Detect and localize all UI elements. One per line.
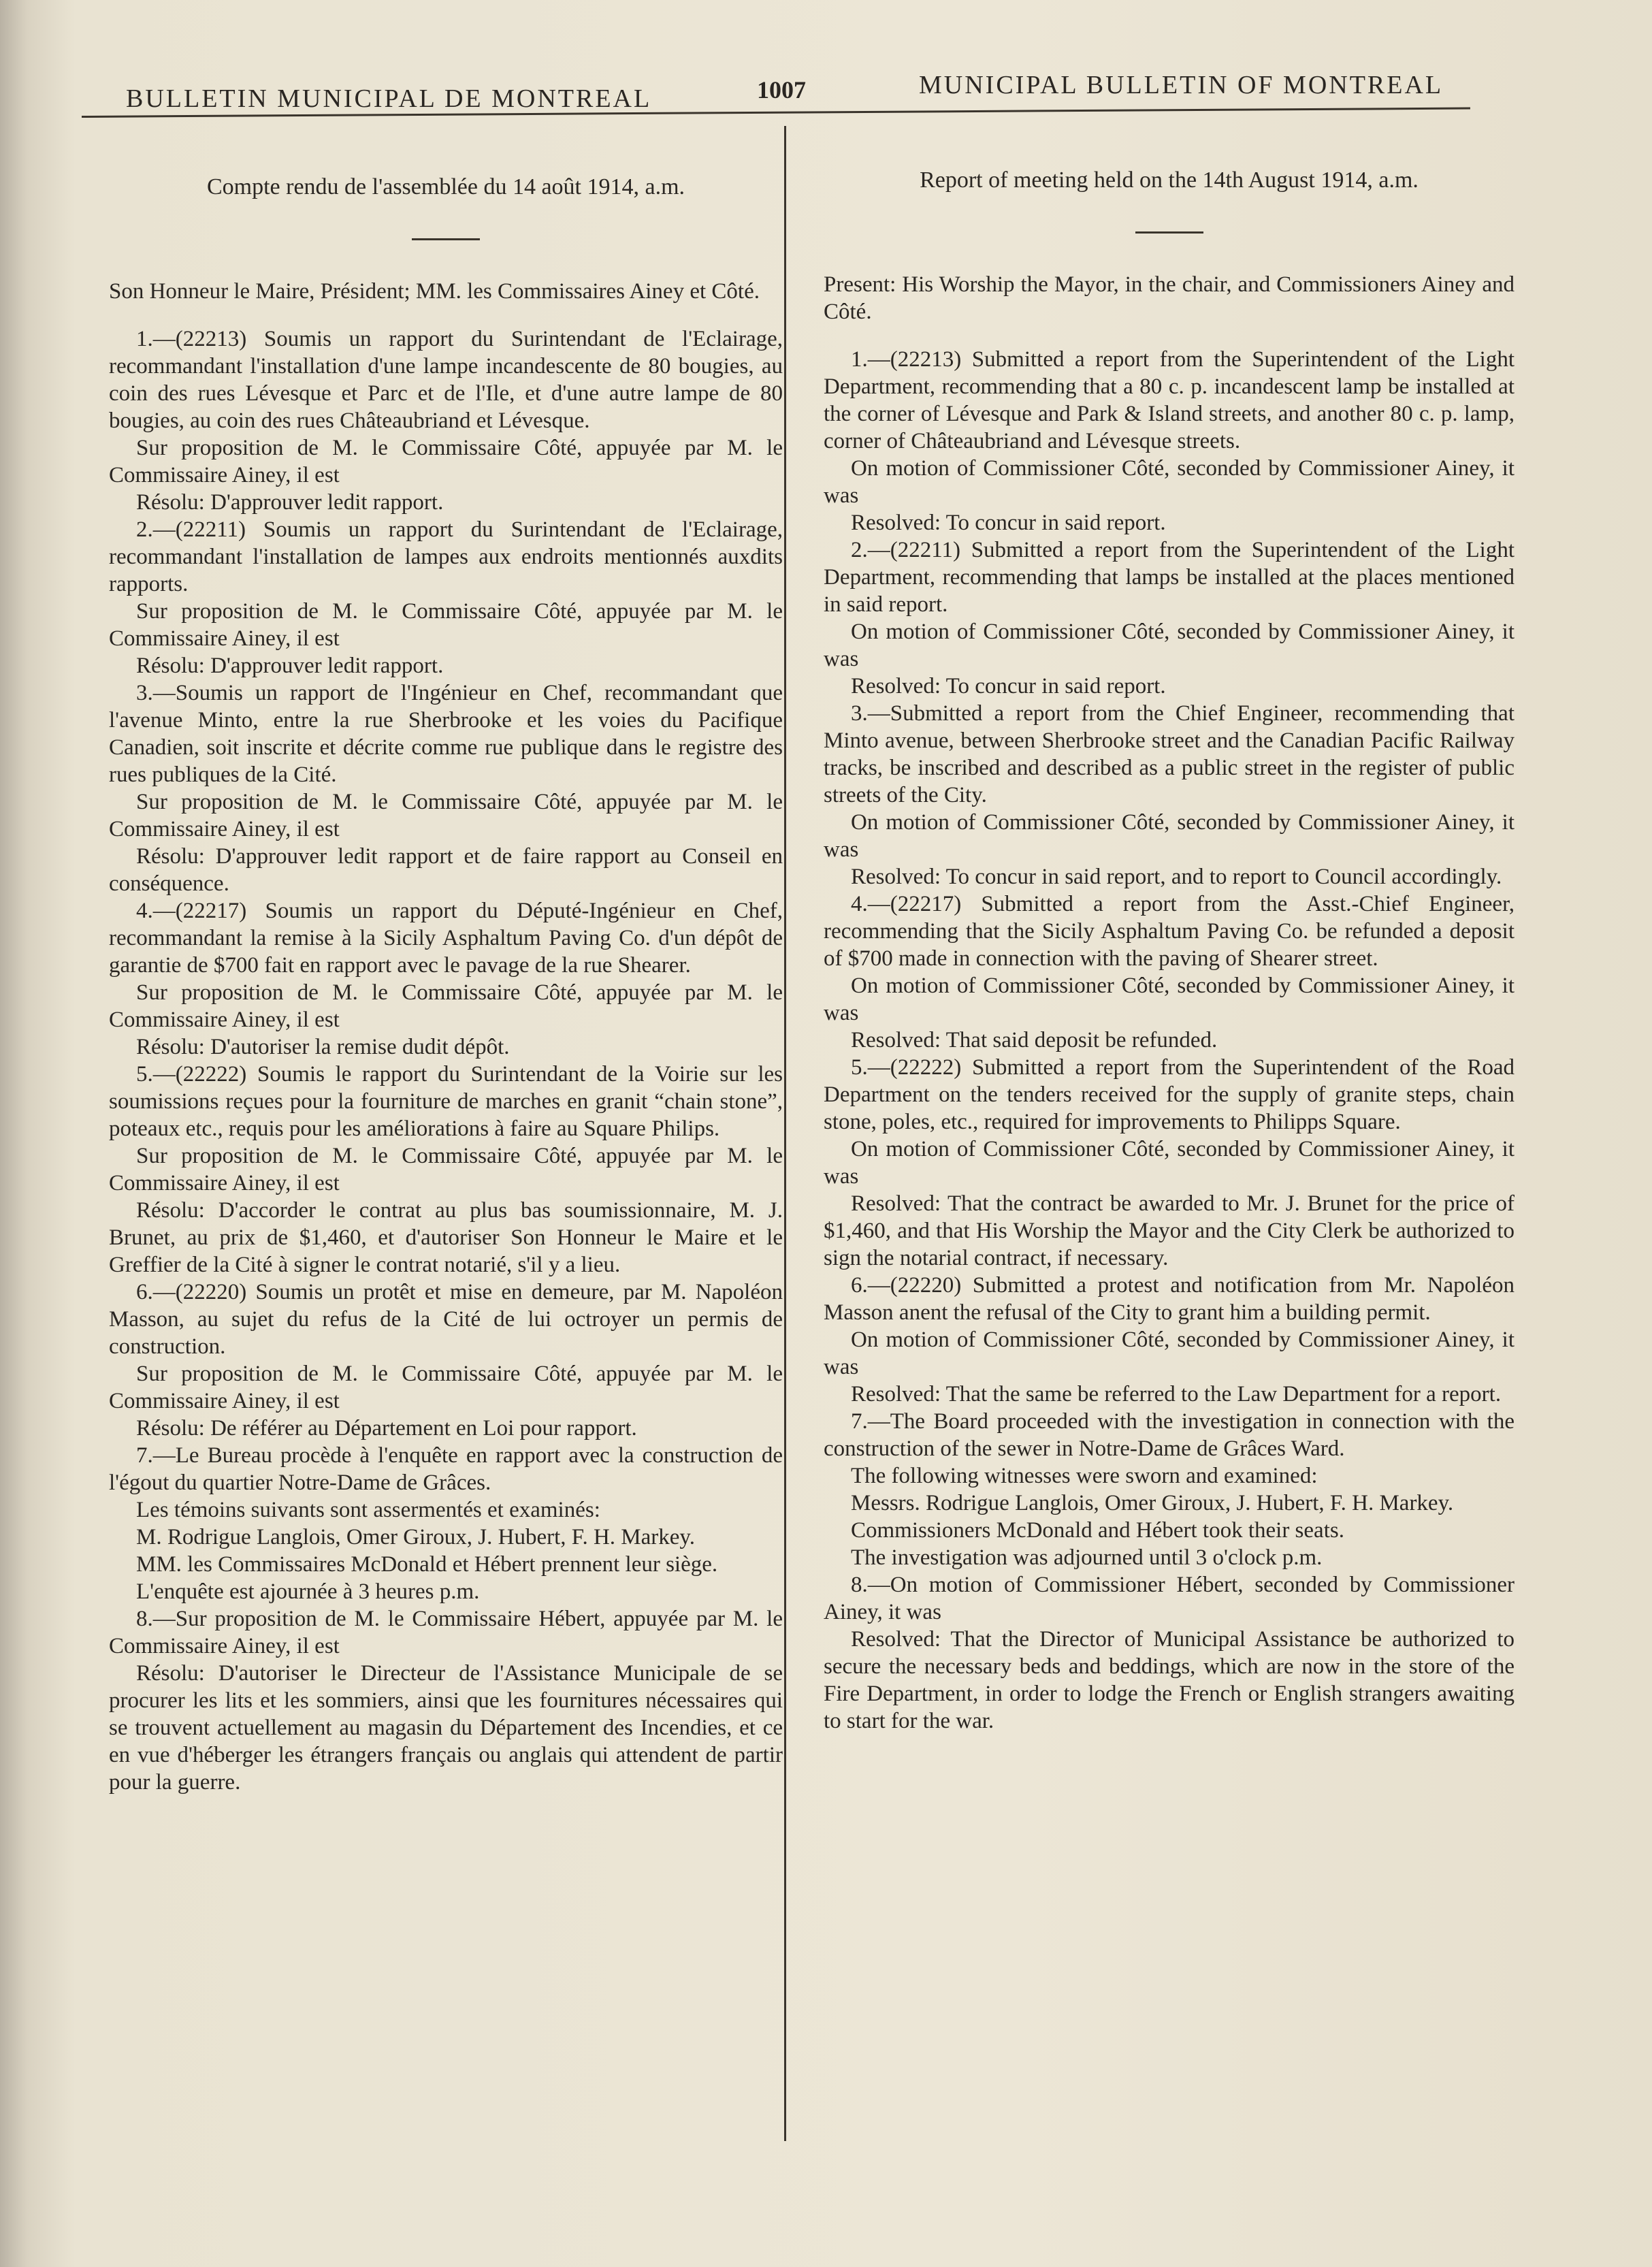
french-title: Compte rendu de l'assemblée du 14 août 1914, a.m. — [206, 174, 685, 199]
french-present: Son Honneur le Maire, Président; MM. les Commissaires Ainey et Côté. — [109, 279, 760, 304]
french-item-text: 5.—(22222) Soumis le rapport du Surintendant de la Voirie sur les soumissions reçues pour la fourniture de marches en granit “chain stone”, poteaux etc., requis pour les améliorations à faire au Square Philips. — [109, 1062, 783, 1141]
french-item-text: 8.—Sur proposition de M. le Commissaire Hébert, appuyée par M. le Commissaire Ainey, il est — [109, 1607, 783, 1658]
english-item-text: 4.—(22217) Submitted a report from the Asst.-Chief Engineer, recommending that the Sicily Asphaltum Paving Co. be refunded a deposit of $700 made in connection with the paving of Shearer street. — [824, 892, 1515, 971]
english-item-motion: On motion of Commissioner Côté, seconded by Commissioner Ainey, it was — [824, 1137, 1515, 1189]
french-item-resolution: Résolu: D'autoriser la remise dudit dépôt. — [136, 1035, 510, 1059]
french-item-line: L'enquête est ajournée à 3 heures p.m. — [136, 1579, 480, 1604]
english-item — [824, 536, 1515, 700]
french-item — [109, 1605, 783, 1796]
english-item-resolution: Resolved: That the same be referred to the Law Department for a report. — [851, 1382, 1502, 1406]
french-item-motion: Sur proposition de M. le Commissaire Côté, appuyée par M. le Commissaire Ainey, il est — [109, 790, 783, 841]
french-item-text: 4.—(22217) Soumis un rapport du Député-Ingénieur en Chef, recommandant la remise à la Sicily Asphaltum Paving Co. d'un dépôt de garantie de $700 fait en rapport avec le pavage de la rue Shearer. — [109, 899, 783, 978]
english-item-motion: On motion of Commissioner Côté, seconded by Commissioner Ainey, it was — [824, 810, 1515, 862]
french-item — [109, 679, 783, 897]
english-item-motion: On motion of Commissioner Côté, seconded by Commissioner Ainey, it was — [824, 1328, 1515, 1379]
english-item-motion: On motion of Commissioner Côté, seconded by Commissioner Ainey, it was — [824, 620, 1515, 671]
english-item — [824, 1272, 1515, 1408]
french-item — [109, 1279, 783, 1442]
english-item — [824, 890, 1515, 1054]
english-item-line: Messrs. Rodrigue Langlois, Omer Giroux, J. Hubert, F. H. Markey. — [851, 1491, 1454, 1515]
english-item-resolution: Resolved: That the contract be awarded to Mr. J. Brunet for the price of $1,460, and that His Worship the Mayor and the City Clerk be authorized to sign the notarial contract, if necessary. — [824, 1191, 1515, 1270]
french-item-line: MM. les Commissaires McDonald et Hébert prennent leur siège. — [136, 1552, 718, 1577]
french-item-resolution: Résolu: D'approuver ledit rapport. — [136, 654, 444, 678]
english-item-motion: On motion of Commissioner Côté, seconded by Commissioner Ainey, it was — [824, 456, 1515, 508]
french-item-resolution: Résolu: D'approuver ledit rapport. — [136, 490, 444, 515]
french-item-text: 6.—(22220) Soumis un protêt et mise en demeure, par M. Napoléon Masson, au sujet du refus de la Cité de lui octroyer un permis de construction. — [109, 1280, 783, 1359]
french-column — [109, 163, 783, 1796]
french-item-motion: Sur proposition de M. le Commissaire Côté, appuyée par M. le Commissaire Ainey, il est — [109, 1144, 783, 1195]
french-item — [109, 325, 783, 516]
french-item-text: 1.—(22213) Soumis un rapport du Surintendant de l'Eclairage, recommandant l'installation d'une lampe incandescente de 80 bougies, au coin des rues Lévesque et Parc et de l'Ile, et d'une autre lampe de 80 bougies, au coin des rues Châteaubriand et Lévesque. — [109, 327, 783, 433]
french-item-motion: Sur proposition de M. le Commissaire Côté, appuyée par M. le Commissaire Ainey, il est — [109, 980, 783, 1032]
english-items — [824, 346, 1515, 1735]
french-item-resolution: Résolu: D'accorder le contrat au plus bas soumissionnaire, M. J. Brunet, au prix de $1,460, et d'autoriser Son Honneur le Maire et le Greffier de la Cité à signer le contrat notarié, s'il y a lieu. — [109, 1198, 783, 1277]
french-title-separator — [412, 238, 480, 240]
english-item-text: 3.—Submitted a report from the Chief Engineer, recommending that Minto avenue, between Sherbrooke street and the Canadian Pacific Railway tracks, be inscribed and described as a public street in the register of public streets of the City. — [824, 701, 1515, 807]
english-column — [824, 157, 1515, 1735]
french-item-resolution: Résolu: D'approuver ledit rapport et de faire rapport au Conseil en conséquence. — [109, 844, 783, 896]
english-item-text: 8.—On motion of Commissioner Hébert, seconded by Commissioner Ainey, it was — [824, 1573, 1515, 1624]
english-item — [824, 1054, 1515, 1272]
french-item-motion: Sur proposition de M. le Commissaire Côté, appuyée par M. le Commissaire Ainey, il est — [109, 1362, 783, 1413]
english-title: Report of meeting held on the 14th August 1914, a.m. — [920, 167, 1419, 193]
french-item-line: Les témoins suivants sont assermentés et examinés: — [136, 1498, 600, 1522]
english-item-text: 7.—The Board proceeded with the investigation in connection with the construction of the sewer in Notre-Dame de Grâces Ward. — [824, 1409, 1515, 1461]
english-item-line: The following witnesses were sworn and examined: — [851, 1464, 1318, 1488]
english-present: Present: His Worship the Mayor, in the chair, and Commissioners Ainey and Côté. — [824, 272, 1515, 324]
french-item-text: 7.—Le Bureau procède à l'enquête en rapport avec la construction de l'égout du quartier Notre-Dame de Grâces. — [109, 1443, 783, 1495]
french-item-line: M. Rodrigue Langlois, Omer Giroux, J. Hubert, F. H. Markey. — [136, 1525, 696, 1549]
page-number: 1007 — [757, 76, 806, 103]
english-item-motion: On motion of Commissioner Côté, seconded by Commissioner Ainey, it was — [824, 974, 1515, 1025]
english-item — [824, 346, 1515, 536]
french-items — [109, 325, 783, 1796]
english-item-resolution: Resolved: That the Director of Municipal Assistance be authorized to secure the necessary beds and beddings, which are now in the store of the Fire Department, in order to lodge the French or English strangers awaiting to start for the war. — [824, 1627, 1515, 1733]
english-item — [824, 1571, 1515, 1735]
english-item-text: 5.—(22222) Submitted a report from the Superintendent of the Road Department on the tenders received for the supply of granite steps, chain stone, poles, etc., required for improvements to Philipps Square. — [824, 1055, 1515, 1134]
header-title-french: BULLETIN MUNICIPAL DE MONTREAL — [126, 84, 652, 113]
french-item-text: 2.—(22211) Soumis un rapport du Surintendant de l'Eclairage, recommandant l'installation de lampes aux endroits mentionnés auxdits rapports. — [109, 517, 783, 596]
english-item-text: 6.—(22220) Submitted a protest and notification from Mr. Napoléon Masson anent the refusal of the City to grant him a building permit. — [824, 1273, 1515, 1325]
english-item-resolution: Resolved: To concur in said report. — [851, 674, 1166, 698]
french-item-motion: Sur proposition de M. le Commissaire Côté, appuyée par M. le Commissaire Ainey, il est — [109, 599, 783, 651]
english-item-resolution: Resolved: To concur in said report, and to report to Council accordingly. — [851, 865, 1502, 889]
french-item-resolution: Résolu: D'autoriser le Directeur de l'Assistance Municipale de se procurer les lits et les sommiers, ainsi que les fournitures nécessaires qui se trouvent actuellement au magasin du Département des Incendies, et ce en vue d'héberger les étrangers français ou anglais qui attendent de partir pour la guerre. — [109, 1661, 783, 1795]
english-item-resolution: Resolved: That said deposit be refunded. — [851, 1028, 1218, 1052]
french-item — [109, 1061, 783, 1279]
english-item-text: 2.—(22211) Submitted a report from the Superintendent of the Light Department, recommending that lamps be installed at the places mentioned in said report. — [824, 538, 1515, 617]
column-divider — [784, 126, 786, 2141]
french-item-motion: Sur proposition de M. le Commissaire Côté, appuyée par M. le Commissaire Ainey, il est — [109, 436, 783, 487]
french-item — [109, 516, 783, 679]
french-item — [109, 897, 783, 1061]
french-item-text: 3.—Soumis un rapport de l'Ingénieur en Chef, recommandant que l'avenue Minto, entre la rue Sherbrooke et les voies du Pacifique Canadien, soit inscrite et décrite comme rue publique dans le registre des rues publiques de la Cité. — [109, 681, 783, 787]
english-item-resolution: Resolved: To concur in said report. — [851, 511, 1166, 535]
french-item-resolution: Résolu: De référer au Département en Loi pour rapport. — [136, 1416, 637, 1441]
english-item-line: Commissioners McDonald and Hébert took their seats. — [851, 1518, 1344, 1543]
header-title-english: MUNICIPAL BULLETIN OF MONTREAL — [919, 71, 1444, 99]
english-item — [824, 1408, 1515, 1571]
english-item — [824, 700, 1515, 890]
french-item — [109, 1442, 783, 1605]
english-title-separator — [1135, 231, 1203, 234]
english-item-text: 1.—(22213) Submitted a report from the Superintendent of the Light Department, recommending that a 80 c. p. incandescent lamp be installed at the corner of Lévesque and Park & Island streets, and another 80 c. p. lamp, corner of Châteaubriand and Lévesque streets. — [824, 347, 1515, 453]
english-item-line: The investigation was adjourned until 3 o'clock p.m. — [851, 1545, 1323, 1570]
